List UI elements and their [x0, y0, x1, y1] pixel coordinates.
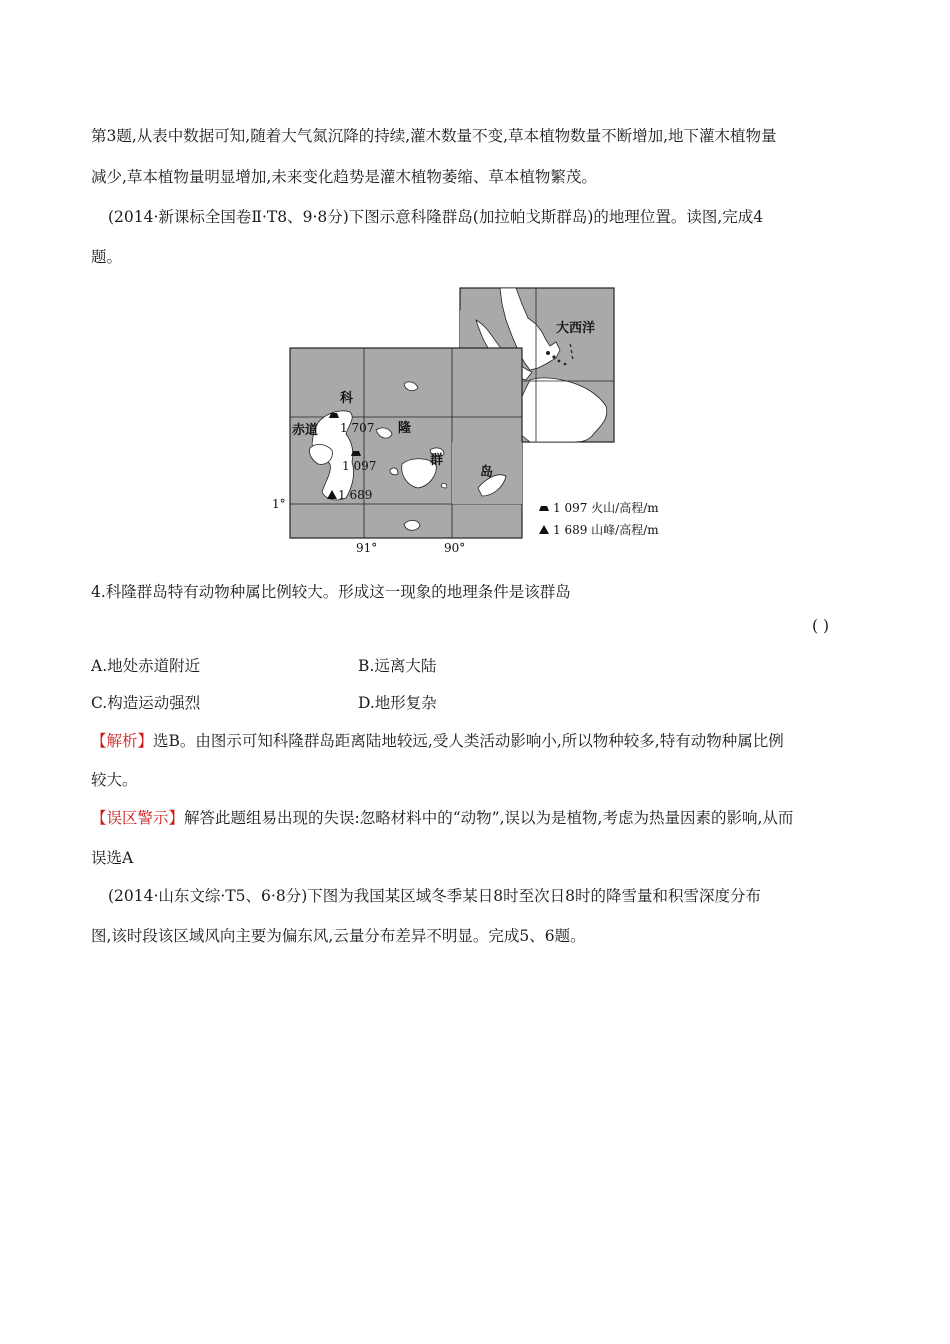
label-qun: 群 — [430, 453, 444, 468]
analysis-line — [91, 731, 784, 751]
warning-line: 误选A — [91, 849, 134, 867]
option-d: D.地形复杂 — [358, 694, 437, 712]
paragraph-line: 题。 — [91, 248, 123, 266]
label-atlantic: 大西洋 — [556, 321, 596, 336]
paragraph-line: 图,该时段该区域风向主要为偏东风,云量分布差异不明显。完成5、6题。 — [91, 927, 586, 945]
main-map — [272, 348, 522, 555]
legend-volcano: 1 097 火山/高程/m — [553, 501, 659, 515]
paragraph-line: (2014·山东文综·T5、6·8分)下图为我国某区域冬季某日8时至次日8时的降雪量和积雪深度分布 — [108, 887, 761, 905]
analysis-text: 选B。由图示可知科隆群岛距离陆地较远,受人类活动影响小,所以物种较多,特有动物种属比例 — [153, 732, 784, 750]
label-equator-main: 赤道 — [292, 423, 319, 438]
warning-line — [91, 808, 793, 828]
option-a: A.地处赤道附近 — [91, 657, 201, 675]
warning-tag: 【误区警示】 — [91, 809, 185, 827]
label-ke: 科 — [340, 391, 354, 406]
warning-text: 解答此题组易出现的失误:忽略材料中的“动物”,误以为是植物,考虑为热量因素的影响,从而 — [184, 809, 794, 827]
analysis-tag: 【解析】 — [91, 732, 154, 750]
label-1707: 1 707 — [340, 421, 375, 435]
peak-icon — [539, 525, 549, 534]
label-long: 隆 — [398, 421, 412, 436]
label-1689: 1 689 — [338, 488, 373, 502]
volcano-icon — [539, 506, 549, 511]
galapagos-map — [272, 280, 700, 560]
map-legend — [539, 500, 659, 537]
label-dao: 岛 — [480, 465, 494, 480]
option-c: C.构造运动强烈 — [91, 694, 201, 712]
question-stem: 4.科隆群岛特有动物种属比例较大。形成这一现象的地理条件是该群岛 — [91, 583, 571, 601]
paragraph-line: 减少,草本植物量明显增加,未来变化趋势是灌木植物萎缩、草本植物繁茂。 — [91, 168, 597, 186]
label-lat-1: 1° — [272, 497, 286, 511]
answer-bracket: ( ) — [812, 617, 830, 635]
analysis-line: 较大。 — [91, 771, 138, 789]
option-b: B.远离大陆 — [358, 657, 437, 675]
label-lon-91: 91° — [356, 541, 378, 555]
paragraph-line: 第3题,从表中数据可知,随着大气氮沉降的持续,灌木数量不变,草本植物数量不断增加,地下灌木植物量 — [91, 127, 777, 145]
paragraph-line: (2014·新课标全国卷Ⅱ·T8、9·8分)下图示意科隆群岛(加拉帕戈斯群岛)的地理位置。读图,完成4 — [108, 208, 764, 226]
legend-peak: 1 689 山峰/高程/m — [553, 523, 659, 537]
label-1097: 1 097 — [342, 459, 377, 473]
label-lon-90: 90° — [444, 541, 466, 555]
